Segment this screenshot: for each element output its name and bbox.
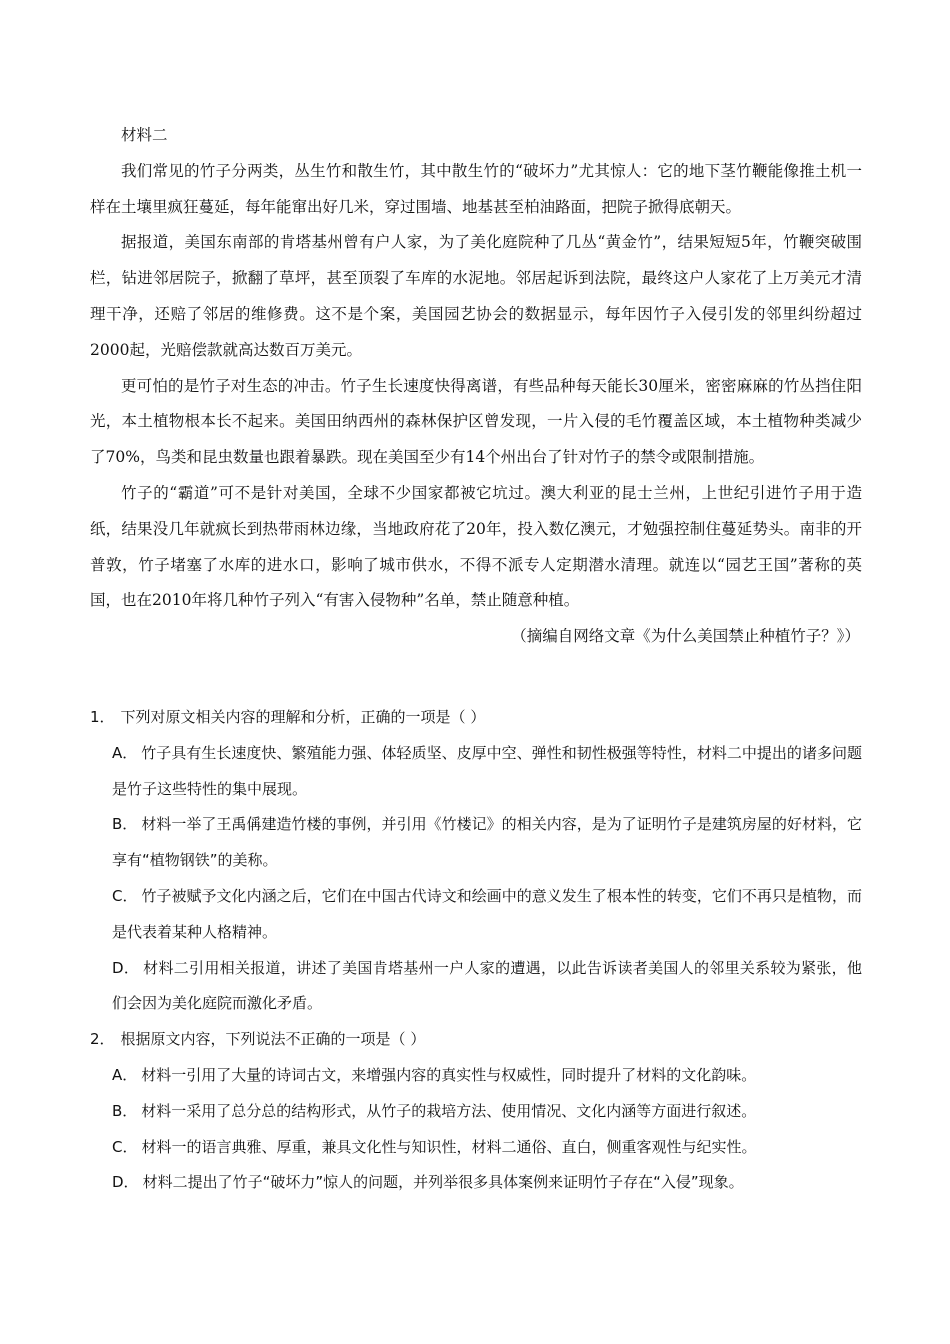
option-letter: D．	[112, 958, 140, 977]
passage-paragraph: 更可怕的是竹子对生态的冲击。竹子生长速度快得离谱，有些品种每天能长30厘米，密密麻麻的竹丛挡住阳光，本土植物根本长不起来。美国田纳西州的森林保护区曾发现，一片入侵的毛竹覆盖区域，本土植物种类减少了70%，鸟类和昆虫数量也跟着暴跌。现在美国至少有14个州出台了针对竹子的禁令或限制措施。	[90, 376, 862, 467]
question-list	[90, 700, 862, 1201]
source-citation: （摘编自网络文章《为什么美国禁止种植竹子？》）	[511, 627, 860, 646]
option-text: 材料一举了王禹偁建造竹楼的事例，并引用《竹楼记》的相关内容，是为了证明竹子是建筑房屋的好材料，它享有“植物钢铁”的美称。	[112, 815, 862, 870]
question-stem	[90, 700, 862, 736]
question-2	[90, 1022, 862, 1201]
option-text: 材料一引用了大量的诗词古文，来增强内容的真实性与权威性，同时提升了材料的文化韵味。	[141, 1065, 757, 1084]
option-letter: B．	[112, 815, 138, 834]
option-text: 材料一采用了总分总的结构形式，从竹子的栽培方法、使用情况、文化内涵等方面进行叙述。	[141, 1101, 757, 1120]
material-heading: 材料二	[121, 126, 168, 144]
option-text: 材料一的语言典雅、厚重，兼具文化性与知识性，材料二通俗、直白，侧重客观性与纪实性。	[141, 1137, 757, 1156]
option-d	[90, 1165, 862, 1201]
question-number: 1．	[90, 708, 115, 726]
question-stem	[90, 1022, 862, 1058]
option-d	[90, 951, 862, 1023]
option-text: 材料二引用相关报道，讲述了美国肯塔基州一户人家的遭遇，以此告诉读者美国人的邻里关系较为紧张，他们会因为美化庭院而激化矛盾。	[112, 958, 862, 1013]
question-number: 2．	[90, 1030, 115, 1049]
option-b	[90, 807, 862, 879]
option-c	[90, 879, 862, 951]
question-text: 根据原文内容，下列说法不正确的一项是（ ）	[120, 1030, 426, 1049]
passage-paragraph: 据报道，美国东南部的肯塔基州曾有户人家，为了美化庭院种了几丛“黄金竹”，结果短短5年，竹鞭突破围栏，钻进邻居院子，掀翻了草坪，甚至顶裂了车库的水泥地。邻居起诉到法院，最终这户人家花了上万美元才清理干净，还赔了邻居的维修费。这不是个案，美国园艺协会的数据显示，每年因竹子入侵引发的邻里纠纷超过2000起，光赔偿款就高达数百万美元。	[90, 233, 862, 359]
option-letter: A．	[112, 1065, 138, 1084]
passage-paragraph: 我们常见的竹子分两类，丛生竹和散生竹，其中散生竹的“破坏力”尤其惊人：它的地下茎竹鞭能像推土机一样在土壤里疯狂蔓延，每年能窜出好几米，穿过围墙、地基甚至柏油路面，把院子掀得底朝天。	[90, 161, 862, 216]
option-letter: C．	[112, 1137, 138, 1156]
reading-passage	[90, 118, 862, 655]
option-letter: A．	[112, 743, 138, 762]
option-letter: B．	[112, 1101, 138, 1120]
option-c	[90, 1130, 862, 1166]
question-1	[90, 700, 862, 1022]
option-letter: D．	[112, 1173, 139, 1192]
option-text: 材料二提出了竹子“破坏力”惊人的问题，并列举很多具体案例来证明竹子存在“入侵”现象。	[142, 1173, 744, 1192]
passage-paragraph: 竹子的“霸道”可不是针对美国，全球不少国家都被它坑过。澳大利亚的昆士兰州，上世纪引进竹子用于造纸，结果没几年就疯长到热带雨林边缘，当地政府花了20年，投入数亿澳元，才勉强控制住蔓延势头。南非的开普敦，竹子堵塞了水库的进水口，影响了城市供水，不得不派专人定期潜水清理。就连以“园艺王国”著称的英国，也在2010年将几种竹子列入“有害入侵物种”名单，禁止随意种植。	[90, 483, 862, 610]
option-text: 竹子被赋予文化内涵之后，它们在中国古代诗文和绘画中的意义发生了根本性的转变，它们不再只是植物，而是代表着某种人格精神。	[112, 886, 862, 941]
option-text: 竹子具有生长速度快、繁殖能力强、体轻质坚、皮厚中空、弹性和韧性极强等特性，材料二中提出的诸多问题是竹子这些特性的集中展现。	[112, 743, 862, 798]
question-text: 下列对原文相关内容的理解和分析，正确的一项是（ ）	[120, 708, 486, 726]
option-letter: C．	[112, 886, 138, 905]
option-b	[90, 1094, 862, 1130]
option-a	[90, 736, 862, 808]
option-a	[90, 1058, 862, 1094]
